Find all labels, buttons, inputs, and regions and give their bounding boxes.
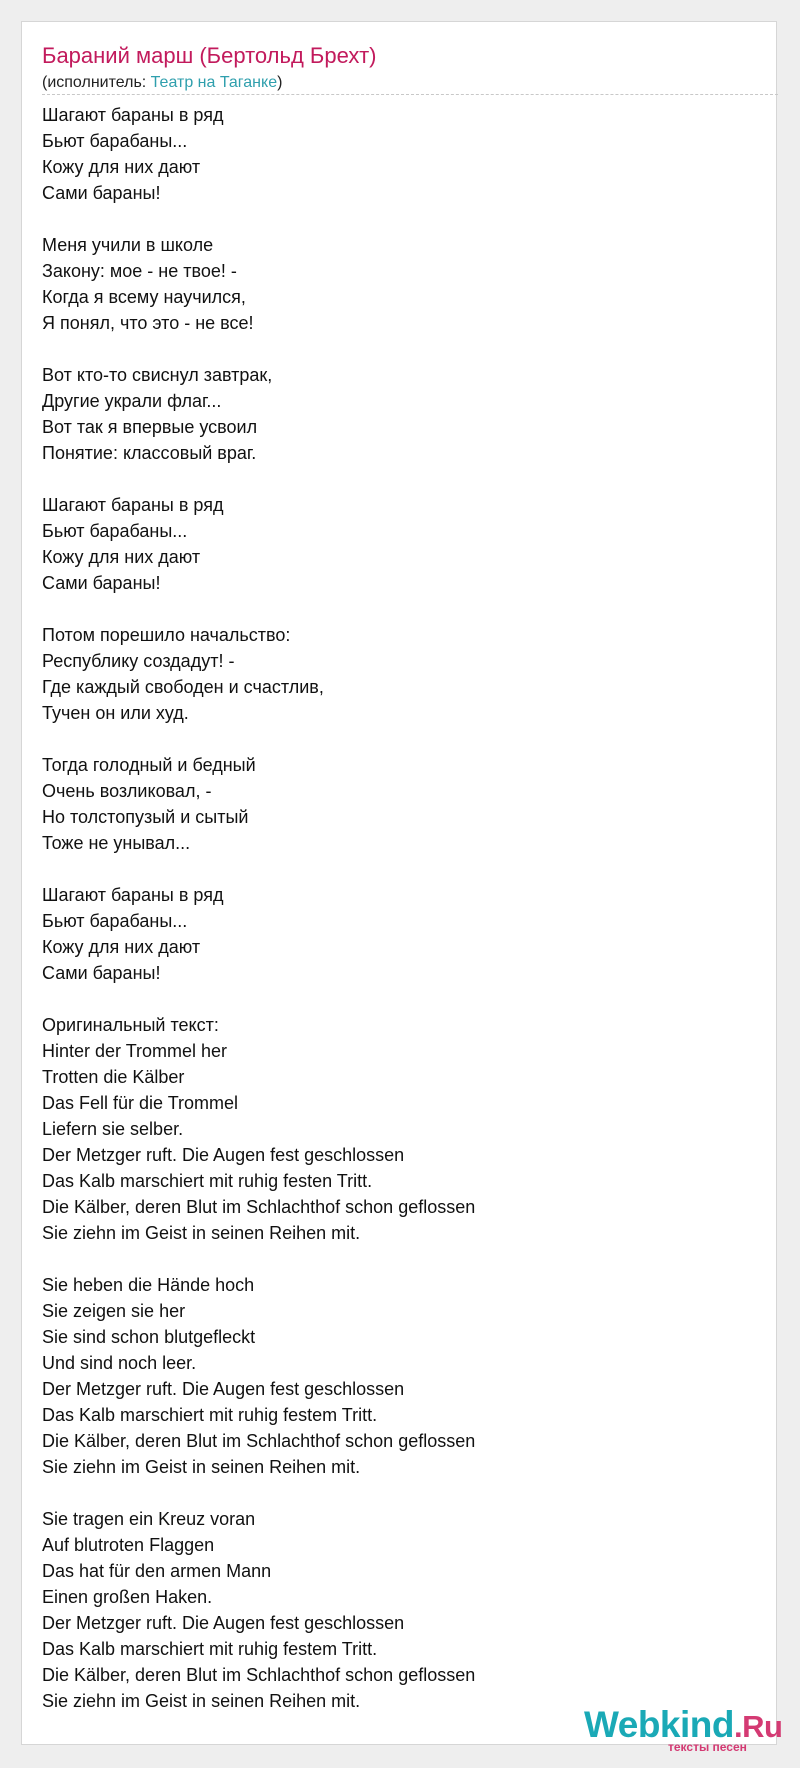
lyric-line: Hinter der Trommel her: [42, 1041, 228, 1061]
lyric-line: Очень возликовал, -: [42, 781, 212, 801]
stanza: [42, 1506, 475, 1714]
logo-tld: .Ru: [734, 1709, 783, 1744]
lyric-line: Sie ziehn im Geist in seinen Reihen mit.: [42, 1457, 361, 1477]
lyric-line: Der Metzger ruft. Die Augen fest geschlossen: [42, 1145, 405, 1165]
lyric-line: Республику создадут! -: [42, 651, 235, 671]
lyric-line: Я понял, что это - не все!: [42, 313, 254, 333]
performer-label: (исполнитель:: [42, 74, 151, 91]
lyric-line: Сами бараны!: [42, 183, 161, 203]
lyric-line: Die Kälber, deren Blut im Schlachthof schon geflossen: [42, 1431, 476, 1451]
lyric-line: Liefern sie selber.: [42, 1119, 184, 1139]
lyric-line: Das Kalb marschiert mit ruhig festem Tritt.: [42, 1639, 378, 1659]
artist-link[interactable]: Театр на Таганке: [150, 74, 278, 91]
stanza: [42, 1272, 475, 1480]
stanza: [42, 362, 475, 466]
lyric-line: Einen großen Haken.: [42, 1587, 213, 1607]
lyric-line: Сами бараны!: [42, 573, 161, 593]
stanza: [42, 882, 475, 986]
stanza: [42, 492, 475, 596]
stanza: [42, 232, 475, 336]
lyric-line: Когда я всему научился,: [42, 287, 246, 307]
lyric-line: Der Metzger ruft. Die Augen fest geschlossen: [42, 1379, 405, 1399]
lyric-line: Вот кто-то свиснул завтрак,: [42, 365, 273, 385]
lyric-line: Закону: мое - не твое! -: [42, 261, 237, 281]
lyric-line: Меня учили в школе: [42, 235, 214, 255]
lyric-line: Шагают бараны в ряд: [42, 885, 224, 905]
stanza: [42, 622, 475, 726]
lyric-line: Шагают бараны в ряд: [42, 495, 224, 515]
lyric-line: Оригинальный текст:: [42, 1015, 219, 1035]
lyric-line: Другие украли флаг...: [42, 391, 222, 411]
logo-tagline: тексты песен: [668, 1740, 747, 1754]
lyric-line: Вот так я впервые усвоил: [42, 417, 258, 437]
lyric-line: Auf blutroten Flaggen: [42, 1535, 215, 1555]
lyric-line: Und sind noch leer.: [42, 1353, 197, 1373]
lyric-line: Trotten die Kälber: [42, 1067, 185, 1087]
lyric-line: Понятие: классовый враг.: [42, 443, 257, 463]
lyric-line: Sie ziehn im Geist in seinen Reihen mit.: [42, 1691, 361, 1711]
stanza: [42, 102, 475, 206]
lyric-line: Где каждый свободен и счастлив,: [42, 677, 324, 697]
stanza: [42, 1012, 475, 1246]
lyric-line: Бьют барабаны...: [42, 131, 188, 151]
lyric-line: Das Kalb marschiert mit ruhig festen Tritt.: [42, 1171, 373, 1191]
lyric-line: Кожу для них дают: [42, 547, 201, 567]
performer-line: [42, 74, 282, 92]
lyric-line: Sie heben die Hände hoch: [42, 1275, 255, 1295]
lyric-line: Der Metzger ruft. Die Augen fest geschlossen: [42, 1613, 405, 1633]
lyric-line: Кожу для них дают: [42, 157, 201, 177]
lyric-line: Sie tragen ein Kreuz voran: [42, 1509, 256, 1529]
lyric-line: Тучен он или худ.: [42, 703, 189, 723]
lyric-line: Но толстопузый и сытый: [42, 807, 249, 827]
lyric-line: Das hat für den armen Mann: [42, 1561, 272, 1581]
logo-brand: Webkind: [584, 1704, 734, 1745]
lyric-line: Das Fell für die Trommel: [42, 1093, 239, 1113]
performer-close: ): [277, 74, 283, 91]
lyrics-body: [42, 102, 475, 1740]
lyrics-card: [21, 21, 783, 1754]
lyric-line: Sie ziehn im Geist in seinen Reihen mit.: [42, 1223, 361, 1243]
lyric-line: Тоже не унывал...: [42, 833, 191, 853]
lyric-line: Бьют барабаны...: [42, 521, 188, 541]
header-divider: [42, 94, 778, 95]
lyric-line: Сами бараны!: [42, 963, 161, 983]
song-title: Бараний марш (Бертольд Брехт): [42, 43, 377, 68]
lyric-line: Sie sind schon blutgefleckt: [42, 1327, 256, 1347]
lyric-line: Sie zeigen sie her: [42, 1301, 186, 1321]
lyric-line: Тогда голодный и бедный: [42, 755, 256, 775]
lyric-line: Die Kälber, deren Blut im Schlachthof schon geflossen: [42, 1197, 476, 1217]
lyric-line: Кожу для них дают: [42, 937, 201, 957]
site-logo[interactable]: [584, 1704, 800, 1754]
lyric-line: Бьют барабаны...: [42, 911, 188, 931]
lyric-line: Das Kalb marschiert mit ruhig festem Tritt.: [42, 1405, 378, 1425]
lyric-line: Потом порешило начальство:: [42, 625, 291, 645]
stanza: [42, 752, 475, 856]
lyric-line: Die Kälber, deren Blut im Schlachthof schon geflossen: [42, 1665, 476, 1685]
lyric-line: Шагают бараны в ряд: [42, 105, 224, 125]
